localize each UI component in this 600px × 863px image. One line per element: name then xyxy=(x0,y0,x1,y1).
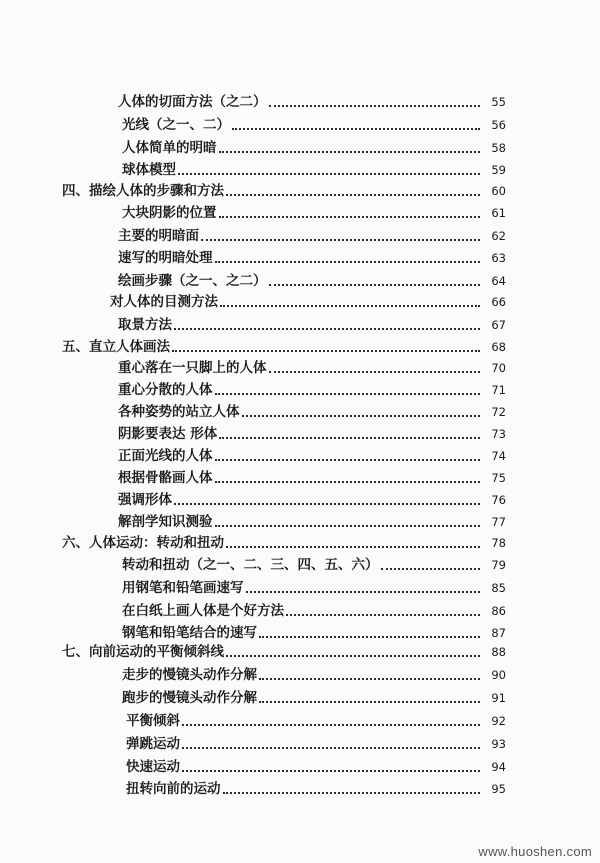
dot-leader xyxy=(259,678,480,680)
dot-leader xyxy=(215,525,481,527)
toc-entry-label: 大块阴影的位置 xyxy=(122,205,217,221)
toc-entry-page: 77 xyxy=(491,515,506,529)
toc-entry-page: 63 xyxy=(491,251,506,265)
toc-entry-page: 66 xyxy=(491,295,506,309)
toc-entry xyxy=(118,315,506,335)
toc-entry-label: 取景方法 xyxy=(118,317,172,333)
toc-entry xyxy=(122,160,506,180)
dot-leader xyxy=(269,371,481,373)
toc-entry-page: 79 xyxy=(491,558,506,572)
dot-leader xyxy=(172,350,480,352)
toc-entry xyxy=(118,92,506,112)
toc-entry-label: 跑步的慢镜头动作分解 xyxy=(122,690,257,706)
toc-entry xyxy=(110,292,506,312)
toc-entry xyxy=(122,555,506,575)
toc-entry-page: 71 xyxy=(491,383,506,397)
dot-leader xyxy=(215,481,481,483)
toc-entry xyxy=(118,402,506,422)
toc-entry xyxy=(118,424,506,444)
toc-entry xyxy=(118,358,506,378)
toc-entry xyxy=(122,665,506,685)
toc-entry-label: 速写的明暗处理 xyxy=(118,250,213,266)
toc-entry-page: 64 xyxy=(491,274,506,288)
toc-entry-label: 强调形体 xyxy=(118,492,172,508)
toc-entry xyxy=(126,779,506,799)
toc-entry-label: 快速运动 xyxy=(126,759,180,775)
toc-entry xyxy=(126,757,506,777)
toc-section xyxy=(62,642,506,662)
toc-entry-page: 61 xyxy=(491,206,506,220)
toc-entry-page: 85 xyxy=(491,581,506,595)
dot-leader xyxy=(220,305,480,307)
dot-leader xyxy=(226,194,480,196)
toc-section xyxy=(62,337,506,357)
dot-leader xyxy=(219,437,480,439)
dot-leader xyxy=(182,724,480,726)
toc-entry-label: 重心分散的人体 xyxy=(118,382,213,398)
dot-leader xyxy=(182,747,480,749)
toc-entry xyxy=(118,490,506,510)
toc-entry-page: 92 xyxy=(491,714,506,728)
dot-leader xyxy=(178,173,480,175)
toc-entry-page: 74 xyxy=(491,449,506,463)
dot-leader xyxy=(259,701,480,703)
toc-entry-label: 解剖学知识测验 xyxy=(118,514,213,530)
toc-entry xyxy=(126,734,506,754)
toc-entry-label: 平衡倾斜 xyxy=(126,713,180,729)
toc-entry-page: 55 xyxy=(491,95,506,109)
toc-entry xyxy=(118,248,506,268)
toc-entry-page: 90 xyxy=(491,668,506,682)
watermark: www.huoshen.com xyxy=(478,844,592,859)
toc-section xyxy=(62,533,506,553)
toc-entry-page: 78 xyxy=(491,536,506,550)
dot-leader xyxy=(381,568,481,570)
toc-entry-page: 88 xyxy=(491,645,506,659)
dot-leader xyxy=(201,239,480,241)
toc-section-label: 六、人体运动：转动和扭动 xyxy=(62,535,224,551)
toc-section-label: 五、直立人体画法 xyxy=(62,339,170,355)
toc-entry-label: 对人体的目测方法 xyxy=(110,294,218,310)
toc-entry-label: 根据骨骼画人体 xyxy=(118,470,213,486)
toc-entry-label: 球体模型 xyxy=(122,162,176,178)
toc-entry-page: 56 xyxy=(491,118,506,132)
dot-leader xyxy=(226,655,480,657)
toc-entry-label: 绘画步骤（之一、之二） xyxy=(118,273,267,289)
toc-entry xyxy=(126,711,506,731)
toc-entry xyxy=(122,138,506,158)
toc-entry-page: 58 xyxy=(491,141,506,155)
dot-leader xyxy=(242,415,481,417)
dot-leader xyxy=(286,614,480,616)
dot-leader xyxy=(269,105,481,107)
dot-leader xyxy=(269,284,481,286)
dot-leader xyxy=(259,636,480,638)
toc-entry-page: 95 xyxy=(491,782,506,796)
toc-entry xyxy=(122,688,506,708)
dot-leader xyxy=(246,591,481,593)
toc-entry-page: 86 xyxy=(491,604,506,618)
toc-entry xyxy=(118,226,506,246)
toc-entry xyxy=(122,623,506,643)
toc-entry xyxy=(122,203,506,223)
toc-entry-page: 62 xyxy=(491,229,506,243)
toc-entry xyxy=(118,468,506,488)
toc-entry-page: 68 xyxy=(491,340,506,354)
toc-entry-label: 主要的明暗面 xyxy=(118,228,199,244)
toc-entry xyxy=(118,380,506,400)
toc-entry-label: 正面光线的人体 xyxy=(118,448,213,464)
dot-leader xyxy=(215,393,481,395)
toc-entry-page: 87 xyxy=(491,626,506,640)
dot-leader xyxy=(226,546,480,548)
toc-entry-page: 75 xyxy=(491,471,506,485)
toc-entry-label: 阴影要表达 形体 xyxy=(118,426,218,442)
toc-entry-page: 93 xyxy=(491,737,506,751)
toc-entry xyxy=(122,578,506,598)
toc-entry-page: 91 xyxy=(491,691,506,705)
toc-entry xyxy=(122,115,506,135)
dot-leader xyxy=(174,328,480,330)
toc-section-label: 四、描绘人体的步骤和方法 xyxy=(62,183,224,199)
toc-entry-label: 走步的慢镜头动作分解 xyxy=(122,667,257,683)
toc-entry-page: 73 xyxy=(491,427,506,441)
toc-entry xyxy=(118,271,506,291)
toc-entry-label: 用钢笔和铅笔画速写 xyxy=(122,580,244,596)
dot-leader xyxy=(219,216,481,218)
toc-entry-page: 67 xyxy=(491,318,506,332)
toc-entry-label: 在白纸上画人体是个好方法 xyxy=(122,603,284,619)
toc-entry xyxy=(118,512,506,532)
dot-leader xyxy=(219,151,481,153)
toc-entry xyxy=(118,446,506,466)
dot-leader xyxy=(182,770,480,772)
dot-leader xyxy=(215,459,481,461)
toc-entry-label: 人体的切面方法（之二） xyxy=(118,94,267,110)
toc-entry-page: 70 xyxy=(491,361,506,375)
dot-leader xyxy=(215,261,481,263)
toc-entry-page: 59 xyxy=(491,163,506,177)
dot-leader xyxy=(223,792,481,794)
toc-section xyxy=(62,181,506,201)
toc-entry xyxy=(122,601,506,621)
dot-leader xyxy=(174,503,480,505)
toc-entry-label: 转动和扭动（之一、二、三、四、五、六） xyxy=(122,557,379,573)
toc-entry-label: 重心落在一只脚上的人体 xyxy=(118,360,267,376)
toc-entry-page: 72 xyxy=(491,405,506,419)
toc-entry-label: 各种姿势的站立人体 xyxy=(118,404,240,420)
toc-entry-label: 扭转向前的运动 xyxy=(126,781,221,797)
toc-entry-label: 人体简单的明暗 xyxy=(122,140,217,156)
dot-leader xyxy=(232,128,480,130)
toc-entry-page: 76 xyxy=(491,493,506,507)
toc-entry-label: 钢笔和铅笔结合的速写 xyxy=(122,625,257,641)
toc-entry-page: 94 xyxy=(491,760,506,774)
toc-entry-page: 60 xyxy=(491,184,506,198)
toc-entry-label: 弹跳运动 xyxy=(126,736,180,752)
toc-section-label: 七、向前运动的平衡倾斜线 xyxy=(62,644,224,660)
toc-entry-label: 光线（之一、二） xyxy=(122,117,230,133)
